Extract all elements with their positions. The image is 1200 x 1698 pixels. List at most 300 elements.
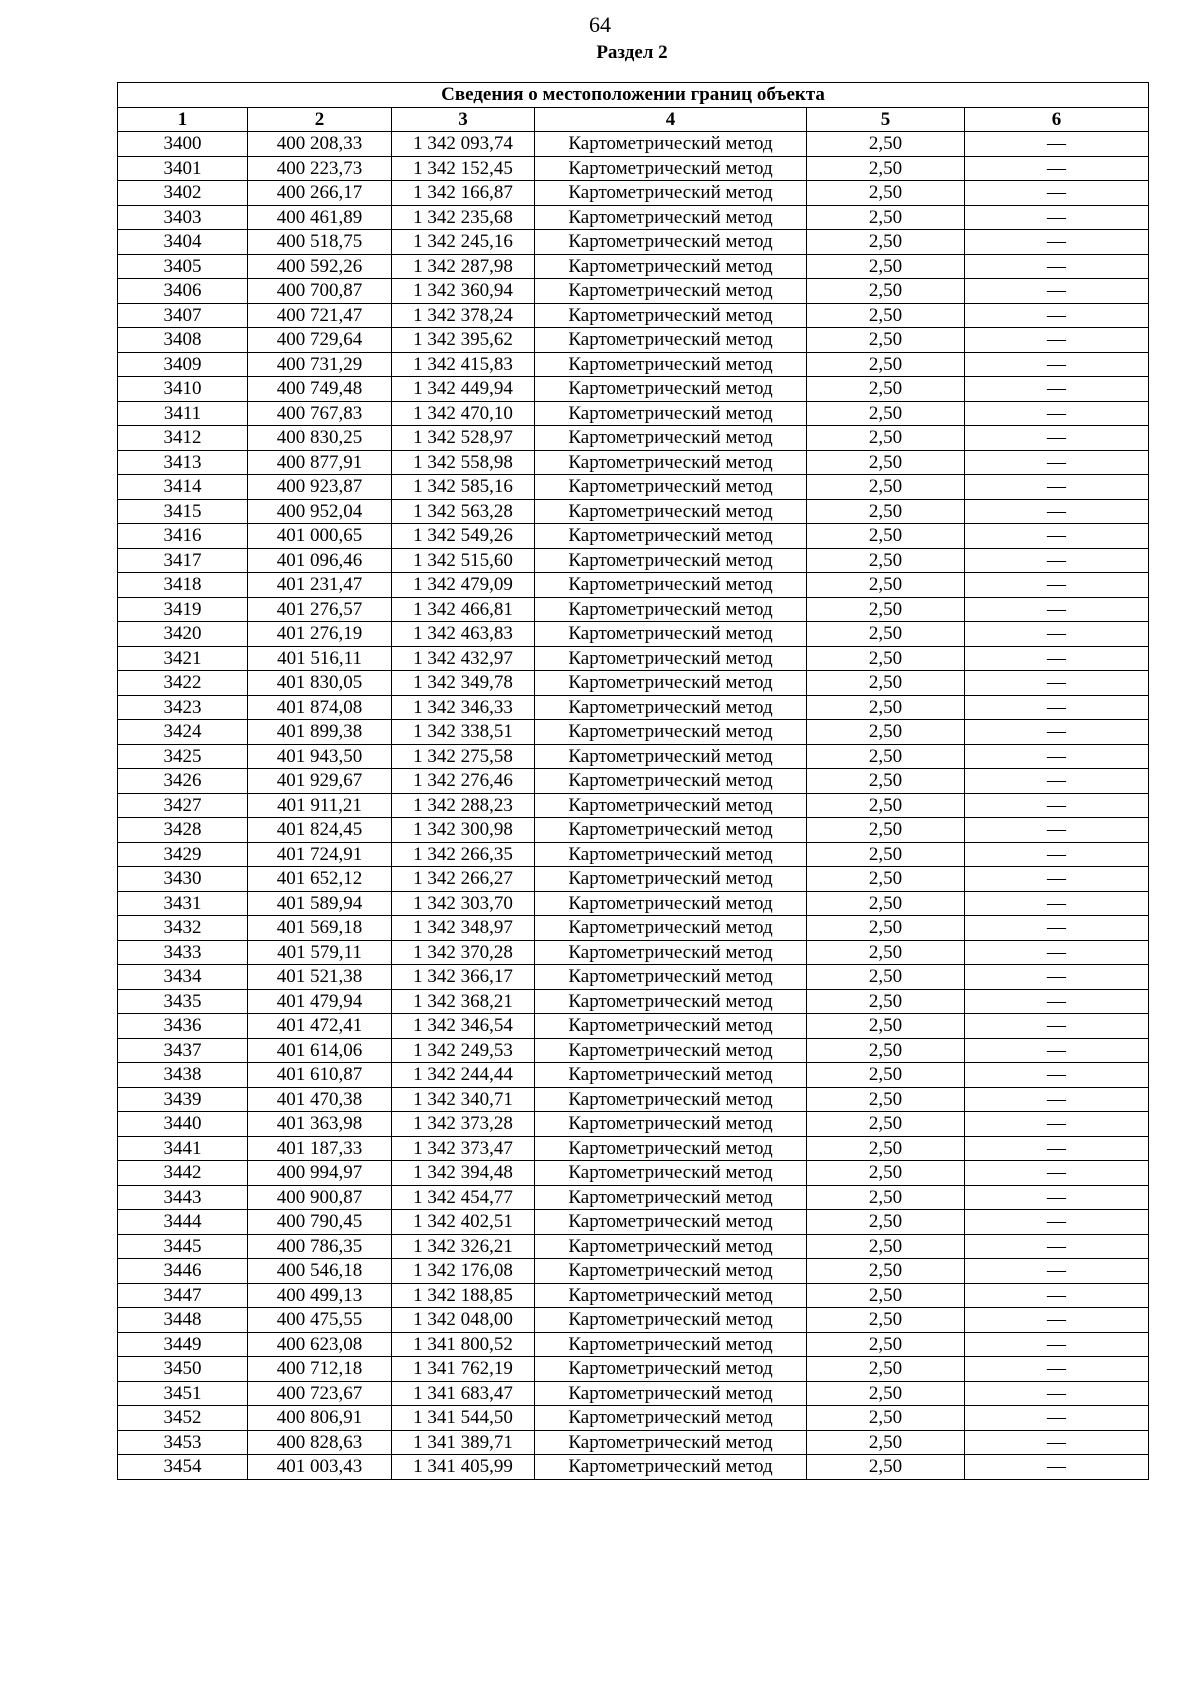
table-cell: 3439 <box>118 1087 248 1112</box>
table-cell: 1 342 348,97 <box>392 916 535 941</box>
table-cell: 2,50 <box>807 450 965 475</box>
table-cell: 1 342 432,97 <box>392 646 535 671</box>
table-cell: Картометрический метод <box>535 1038 807 1063</box>
table-cell: 1 342 275,58 <box>392 744 535 769</box>
table-cell: 1 342 366,17 <box>392 965 535 990</box>
table-cell: 3410 <box>118 377 248 402</box>
table-cell: — <box>965 1455 1149 1480</box>
table-cell: 3415 <box>118 499 248 524</box>
table-cell: — <box>965 156 1149 181</box>
table-cell: Картометрический метод <box>535 548 807 573</box>
table-cell: 3407 <box>118 303 248 328</box>
table-cell: 3406 <box>118 279 248 304</box>
table-cell: Картометрический метод <box>535 989 807 1014</box>
table-cell: Картометрический метод <box>535 597 807 622</box>
table-row <box>118 940 1149 965</box>
table-cell: 1 342 244,44 <box>392 1063 535 1088</box>
table-cell: 1 342 176,08 <box>392 1259 535 1284</box>
table-cell: 401 096,46 <box>248 548 392 573</box>
table-cell: 2,50 <box>807 1308 965 1333</box>
table-cell: 401 003,43 <box>248 1455 392 1480</box>
table-cell: — <box>965 1357 1149 1382</box>
table-cell: 1 342 470,10 <box>392 401 535 426</box>
table-cell: 1 341 405,99 <box>392 1455 535 1480</box>
table-cell: 1 342 152,45 <box>392 156 535 181</box>
table-cell: 3441 <box>118 1136 248 1161</box>
table-cell: 400 790,45 <box>248 1210 392 1235</box>
table-cell: — <box>965 573 1149 598</box>
table-cell: 2,50 <box>807 1136 965 1161</box>
table-cell: 3440 <box>118 1112 248 1137</box>
column-header-1: 1 <box>118 107 248 132</box>
table-row <box>118 303 1149 328</box>
table-cell: 2,50 <box>807 1406 965 1431</box>
table-cell: — <box>965 1038 1149 1063</box>
table-cell: Картометрический метод <box>535 1381 807 1406</box>
table-cell: Картометрический метод <box>535 1357 807 1382</box>
table-cell: 401 187,33 <box>248 1136 392 1161</box>
table-cell: — <box>965 1430 1149 1455</box>
table-row <box>118 352 1149 377</box>
table-cell: 2,50 <box>807 377 965 402</box>
table-cell: — <box>965 1283 1149 1308</box>
table-cell: 3425 <box>118 744 248 769</box>
table-cell: Картометрический метод <box>535 1185 807 1210</box>
table-cell: 3400 <box>118 132 248 157</box>
table-row <box>118 769 1149 794</box>
table-cell: 2,50 <box>807 279 965 304</box>
table-cell: Картометрический метод <box>535 1014 807 1039</box>
table-cell: 400 923,87 <box>248 475 392 500</box>
table-cell: Картометрический метод <box>535 230 807 255</box>
table-cell: — <box>965 499 1149 524</box>
table-cell: 3442 <box>118 1161 248 1186</box>
table-cell: 3437 <box>118 1038 248 1063</box>
table-cell: Картометрический метод <box>535 1406 807 1431</box>
table-cell: 1 342 449,94 <box>392 377 535 402</box>
table-cell: 2,50 <box>807 1357 965 1382</box>
table-cell: — <box>965 1087 1149 1112</box>
table-cell: 2,50 <box>807 181 965 206</box>
table-cell: 401 724,91 <box>248 842 392 867</box>
table-cell: 3422 <box>118 671 248 696</box>
table-cell: 3452 <box>118 1406 248 1431</box>
table-row <box>118 181 1149 206</box>
table-cell: Картометрический метод <box>535 769 807 794</box>
table-cell: Картометрический метод <box>535 475 807 500</box>
table-cell: 3404 <box>118 230 248 255</box>
table-cell: 400 994,97 <box>248 1161 392 1186</box>
table-cell: 2,50 <box>807 1185 965 1210</box>
table-cell: 401 276,57 <box>248 597 392 622</box>
table-cell: — <box>965 352 1149 377</box>
table-cell: Картометрический метод <box>535 1063 807 1088</box>
table-cell: 1 342 378,24 <box>392 303 535 328</box>
table-cell: — <box>965 1136 1149 1161</box>
table-cell: 2,50 <box>807 1234 965 1259</box>
table-cell: 401 874,08 <box>248 695 392 720</box>
table-cell: 1 342 463,83 <box>392 622 535 647</box>
table-body <box>118 132 1149 1480</box>
table-cell: Картометрический метод <box>535 891 807 916</box>
table-row <box>118 1112 1149 1137</box>
table-cell: 2,50 <box>807 1381 965 1406</box>
table-cell: 3429 <box>118 842 248 867</box>
table-cell: — <box>965 254 1149 279</box>
table-row <box>118 156 1149 181</box>
table-cell: 1 342 549,26 <box>392 524 535 549</box>
table-row <box>118 1161 1149 1186</box>
table-row <box>118 1136 1149 1161</box>
table-row <box>118 573 1149 598</box>
table-cell: — <box>965 205 1149 230</box>
table-row <box>118 1087 1149 1112</box>
table-cell: — <box>965 989 1149 1014</box>
table-cell: 3454 <box>118 1455 248 1480</box>
table-cell: Картометрический метод <box>535 181 807 206</box>
table-cell: — <box>965 744 1149 769</box>
table-cell: 2,50 <box>807 1210 965 1235</box>
table-cell: 3421 <box>118 646 248 671</box>
table-cell: 3434 <box>118 965 248 990</box>
table-cell: — <box>965 793 1149 818</box>
table-row <box>118 916 1149 941</box>
table-cell: 3446 <box>118 1259 248 1284</box>
table-cell: Картометрический метод <box>535 646 807 671</box>
table-cell: 2,50 <box>807 524 965 549</box>
table-cell: 1 342 300,98 <box>392 818 535 843</box>
table-cell: — <box>965 230 1149 255</box>
table-cell: Картометрический метод <box>535 1332 807 1357</box>
table-cell: — <box>965 1406 1149 1431</box>
table-row <box>118 1063 1149 1088</box>
table-cell: 401 470,38 <box>248 1087 392 1112</box>
table-cell: 1 342 249,53 <box>392 1038 535 1063</box>
table-cell: 400 499,13 <box>248 1283 392 1308</box>
table-cell: 3445 <box>118 1234 248 1259</box>
table-row <box>118 989 1149 1014</box>
table-row <box>118 867 1149 892</box>
table-cell: 2,50 <box>807 916 965 941</box>
table-cell: 3436 <box>118 1014 248 1039</box>
table-cell: 3444 <box>118 1210 248 1235</box>
table-cell: 3401 <box>118 156 248 181</box>
table-cell: 401 569,18 <box>248 916 392 941</box>
table-cell: Картометрический метод <box>535 401 807 426</box>
table-cell: 3433 <box>118 940 248 965</box>
table-cell: Картометрический метод <box>535 156 807 181</box>
table-cell: — <box>965 671 1149 696</box>
table-cell: Картометрический метод <box>535 328 807 353</box>
table-cell: Картометрический метод <box>535 744 807 769</box>
table-cell: 401 231,47 <box>248 573 392 598</box>
table-cell: 2,50 <box>807 891 965 916</box>
table-cell: 2,50 <box>807 1014 965 1039</box>
table-cell: Картометрический метод <box>535 1112 807 1137</box>
table-cell: 3450 <box>118 1357 248 1382</box>
table-cell: — <box>965 377 1149 402</box>
table-cell: 400 767,83 <box>248 401 392 426</box>
table-cell: 2,50 <box>807 475 965 500</box>
table-cell: — <box>965 303 1149 328</box>
table-cell: 3449 <box>118 1332 248 1357</box>
table-cell: — <box>965 1259 1149 1284</box>
table-row <box>118 744 1149 769</box>
table-cell: 3420 <box>118 622 248 647</box>
table-cell: 1 342 340,71 <box>392 1087 535 1112</box>
table-row <box>118 426 1149 451</box>
table-cell: 401 479,94 <box>248 989 392 1014</box>
table-cell: — <box>965 1234 1149 1259</box>
table-cell: 1 342 373,47 <box>392 1136 535 1161</box>
table-cell: 400 700,87 <box>248 279 392 304</box>
table-cell: 3453 <box>118 1430 248 1455</box>
table-cell: — <box>965 475 1149 500</box>
table-row <box>118 1332 1149 1357</box>
table-cell: — <box>965 1308 1149 1333</box>
table-row <box>118 401 1149 426</box>
table-cell: Картометрический метод <box>535 940 807 965</box>
table-cell: 401 899,38 <box>248 720 392 745</box>
table-row <box>118 842 1149 867</box>
table-cell: 1 342 373,28 <box>392 1112 535 1137</box>
table-cell: 401 472,41 <box>248 1014 392 1039</box>
table-cell: — <box>965 965 1149 990</box>
column-header-4: 4 <box>535 107 807 132</box>
table-cell: 3423 <box>118 695 248 720</box>
table-cell: 3411 <box>118 401 248 426</box>
table-cell: 400 266,17 <box>248 181 392 206</box>
table-cell: 401 579,11 <box>248 940 392 965</box>
table-cell: 1 341 683,47 <box>392 1381 535 1406</box>
table-row <box>118 646 1149 671</box>
table-cell: 400 592,26 <box>248 254 392 279</box>
table-row <box>118 965 1149 990</box>
table-cell: 401 000,65 <box>248 524 392 549</box>
table-cell: 2,50 <box>807 989 965 1014</box>
table-cell: 3432 <box>118 916 248 941</box>
table-row <box>118 254 1149 279</box>
table-row <box>118 328 1149 353</box>
table-cell: 2,50 <box>807 1283 965 1308</box>
table-cell: 2,50 <box>807 1087 965 1112</box>
table-cell: 1 342 395,62 <box>392 328 535 353</box>
table-cell: 2,50 <box>807 499 965 524</box>
boundary-table <box>117 82 1149 1480</box>
table-cell: Картометрический метод <box>535 867 807 892</box>
table-cell: — <box>965 1112 1149 1137</box>
table-cell: Картометрический метод <box>535 450 807 475</box>
table-cell: — <box>965 842 1149 867</box>
table-cell: 1 342 349,78 <box>392 671 535 696</box>
table-cell: 3427 <box>118 793 248 818</box>
table-cell: 1 342 048,00 <box>392 1308 535 1333</box>
table-cell: 400 208,33 <box>248 132 392 157</box>
table-cell: 3417 <box>118 548 248 573</box>
table-cell: 3430 <box>118 867 248 892</box>
table-cell: 1 342 346,54 <box>392 1014 535 1039</box>
table-cell: Картометрический метод <box>535 352 807 377</box>
table-cell: 1 342 287,98 <box>392 254 535 279</box>
table-row <box>118 695 1149 720</box>
table-cell: 401 943,50 <box>248 744 392 769</box>
table-cell: 2,50 <box>807 1038 965 1063</box>
table-cell: 1 342 563,28 <box>392 499 535 524</box>
table-cell: 400 786,35 <box>248 1234 392 1259</box>
table-row <box>118 450 1149 475</box>
table-cell: Картометрический метод <box>535 793 807 818</box>
table-cell: 1 342 326,21 <box>392 1234 535 1259</box>
table-cell: 1 341 389,71 <box>392 1430 535 1455</box>
table-cell: 2,50 <box>807 818 965 843</box>
table-cell: 1 342 188,85 <box>392 1283 535 1308</box>
column-header-2: 2 <box>248 107 392 132</box>
table-cell: 3447 <box>118 1283 248 1308</box>
table-cell: — <box>965 622 1149 647</box>
table-cell: 1 342 402,51 <box>392 1210 535 1235</box>
table-cell: 400 546,18 <box>248 1259 392 1284</box>
table-row <box>118 622 1149 647</box>
table-cell: 400 830,25 <box>248 426 392 451</box>
table-cell: — <box>965 646 1149 671</box>
table-cell: — <box>965 597 1149 622</box>
table-cell: 400 952,04 <box>248 499 392 524</box>
table-cell: — <box>965 132 1149 157</box>
table-cell: 2,50 <box>807 573 965 598</box>
table-cell: 400 475,55 <box>248 1308 392 1333</box>
table-cell: 1 342 370,28 <box>392 940 535 965</box>
table-cell: 1 342 394,48 <box>392 1161 535 1186</box>
table-row <box>118 1455 1149 1480</box>
table-cell: 1 342 303,70 <box>392 891 535 916</box>
table-row <box>118 205 1149 230</box>
table-cell: Картометрический метод <box>535 1087 807 1112</box>
table-cell: 3416 <box>118 524 248 549</box>
table-cell: 400 729,64 <box>248 328 392 353</box>
table-row <box>118 891 1149 916</box>
table-row <box>118 793 1149 818</box>
table-cell: Картометрический метод <box>535 303 807 328</box>
table-row <box>118 548 1149 573</box>
table-cell: 2,50 <box>807 230 965 255</box>
table-cell: 3438 <box>118 1063 248 1088</box>
table-cell: — <box>965 328 1149 353</box>
table-cell: 400 461,89 <box>248 205 392 230</box>
table-cell: 2,50 <box>807 646 965 671</box>
table-cell: 401 652,12 <box>248 867 392 892</box>
table-cell: — <box>965 891 1149 916</box>
table-cell: 1 342 288,23 <box>392 793 535 818</box>
table-cell: Картометрический метод <box>535 1430 807 1455</box>
table-cell: 1 342 415,83 <box>392 352 535 377</box>
table-cell: 2,50 <box>807 401 965 426</box>
table-cell: — <box>965 1063 1149 1088</box>
table-cell: — <box>965 1210 1149 1235</box>
table-cell: 3405 <box>118 254 248 279</box>
table-cell: 1 342 466,81 <box>392 597 535 622</box>
table-cell: 1 342 346,33 <box>392 695 535 720</box>
table-cell: 2,50 <box>807 205 965 230</box>
table-cell: 1 342 093,74 <box>392 132 535 157</box>
table-row <box>118 1406 1149 1431</box>
table-cell: — <box>965 720 1149 745</box>
table-cell: 3409 <box>118 352 248 377</box>
table-row <box>118 1014 1149 1039</box>
table-cell: 1 342 166,87 <box>392 181 535 206</box>
table-cell: — <box>965 940 1149 965</box>
table-cell: Картометрический метод <box>535 695 807 720</box>
table-cell: — <box>965 548 1149 573</box>
table-cell: 401 929,67 <box>248 769 392 794</box>
table-cell: 1 341 800,52 <box>392 1332 535 1357</box>
table-cell: 2,50 <box>807 1259 965 1284</box>
table-cell: 1 342 360,94 <box>392 279 535 304</box>
table-cell: 3435 <box>118 989 248 1014</box>
table-cell: 400 723,67 <box>248 1381 392 1406</box>
table-cell: Картометрический метод <box>535 622 807 647</box>
table-cell: 3403 <box>118 205 248 230</box>
table-cell: 2,50 <box>807 793 965 818</box>
table-cell: Картометрический метод <box>535 1455 807 1480</box>
table-cell: — <box>965 769 1149 794</box>
table-cell: 3414 <box>118 475 248 500</box>
table-row <box>118 1357 1149 1382</box>
table-cell: 1 342 276,46 <box>392 769 535 794</box>
table-cell: 3443 <box>118 1185 248 1210</box>
table-row <box>118 524 1149 549</box>
table-caption: Сведения о местоположении границ объекта <box>118 83 1149 108</box>
table-cell: Картометрический метод <box>535 1234 807 1259</box>
table-cell: 400 518,75 <box>248 230 392 255</box>
table-row <box>118 671 1149 696</box>
table-cell: 2,50 <box>807 548 965 573</box>
table-row <box>118 377 1149 402</box>
table-cell: 401 911,21 <box>248 793 392 818</box>
table-cell: — <box>965 524 1149 549</box>
table-cell: 2,50 <box>807 842 965 867</box>
table-cell: Картометрический метод <box>535 842 807 867</box>
table-cell: 2,50 <box>807 426 965 451</box>
table-cell: Картометрический метод <box>535 132 807 157</box>
table-row <box>118 1283 1149 1308</box>
table-cell: Картометрический метод <box>535 499 807 524</box>
table-row <box>118 1430 1149 1455</box>
table-cell: 3412 <box>118 426 248 451</box>
table-cell: Картометрический метод <box>535 1259 807 1284</box>
table-cell: — <box>965 695 1149 720</box>
table-cell: 2,50 <box>807 156 965 181</box>
table-cell: 400 877,91 <box>248 450 392 475</box>
table-cell: — <box>965 818 1149 843</box>
table-cell: Картометрический метод <box>535 720 807 745</box>
table-cell: — <box>965 450 1149 475</box>
table-row <box>118 475 1149 500</box>
table-cell: 3402 <box>118 181 248 206</box>
table-cell: Картометрический метод <box>535 524 807 549</box>
table-cell: 3426 <box>118 769 248 794</box>
table-cell: 400 721,47 <box>248 303 392 328</box>
table-cell: 1 342 266,35 <box>392 842 535 867</box>
table-cell: Картометрический метод <box>535 671 807 696</box>
table-cell: Картометрический метод <box>535 965 807 990</box>
table-cell: 401 516,11 <box>248 646 392 671</box>
table-cell: — <box>965 1014 1149 1039</box>
table-cell: 401 830,05 <box>248 671 392 696</box>
table-cell: 2,50 <box>807 597 965 622</box>
table-cell: Картометрический метод <box>535 254 807 279</box>
table-cell: 3431 <box>118 891 248 916</box>
table-cell: 3451 <box>118 1381 248 1406</box>
